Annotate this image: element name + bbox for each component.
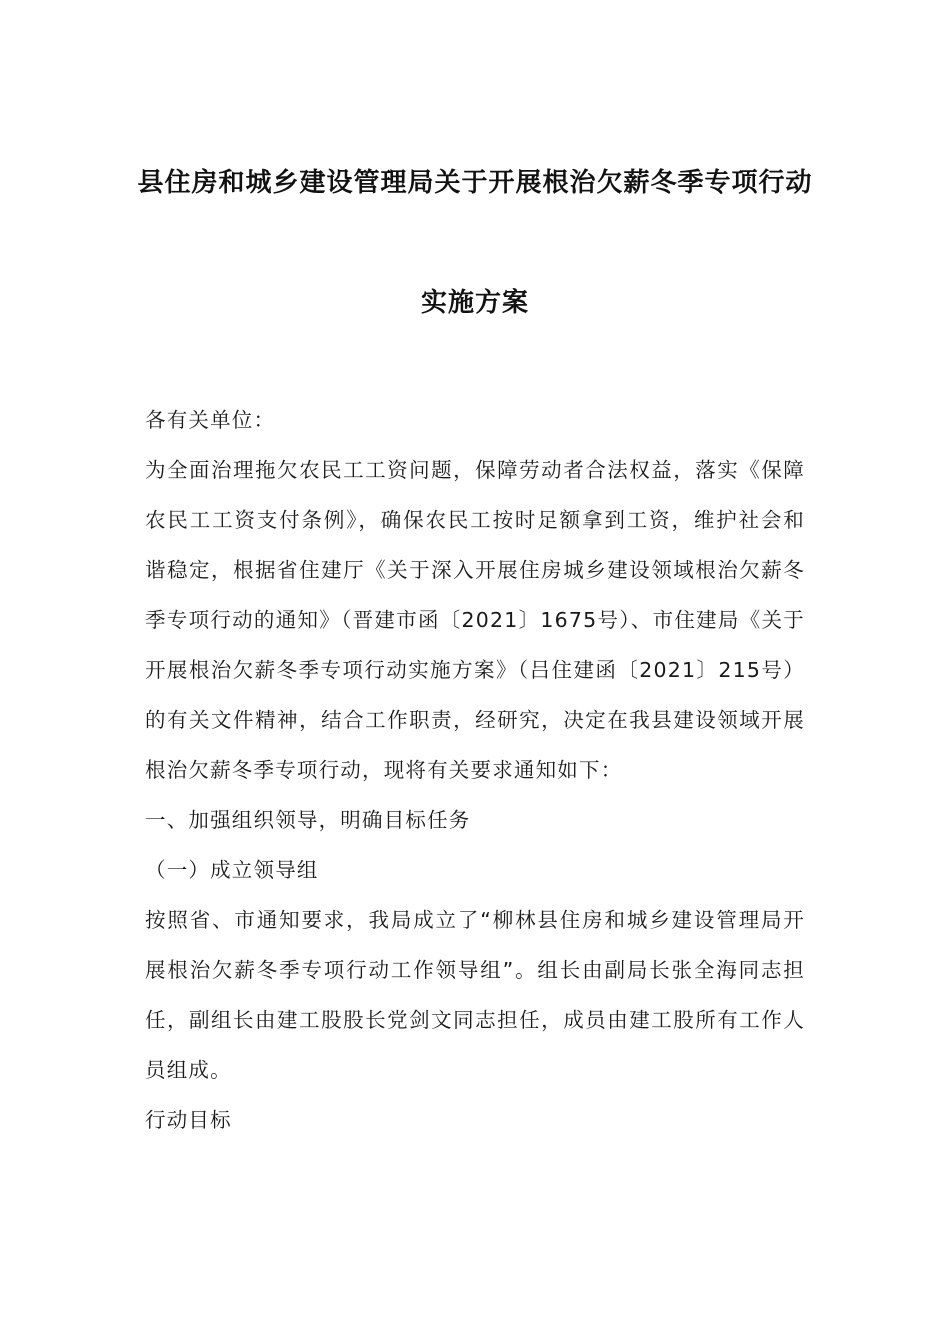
intro-paragraph: 为全面治理拖欠农民工工资问题，保障劳动者合法权益，落实《保障农民工工资支付条例》，确保农民工按时足额拿到工资，维护社会和谐稳定，根据省住建厅《关于深入开展住房城乡建设领域根治欠薪冬季专项行动的通知》（晋建市函〔2021〕1675号）、市住建局《关于开展根治欠薪冬季专项行动实施方案》（吕住建函〔2021〕215号）的有关文件精神，结合工作职责，经研究，决定在我县建设领域开展根治欠薪冬季专项行动，现将有关要求通知如下： bbox=[145, 458, 805, 782]
leadership-group-paragraph: 按照省、市通知要求，我局成立了“柳林县住房和城乡建设管理局开展根治欠薪冬季专项行动工作领导组”。组长由副局长张全海同志担任，副组长由建工股股长党剑文同志担任，成员由建工股所有工作人员组成。 bbox=[145, 908, 805, 1082]
action-goal-heading: 行动目标 bbox=[145, 1108, 232, 1132]
document-body bbox=[145, 395, 805, 1145]
salutation: 各有关单位： bbox=[145, 408, 276, 432]
section-heading-1: 一、加强组织领导，明确目标任务 bbox=[145, 808, 471, 832]
document-title-line-1: 县住房和城乡建设管理局关于开展根治欠薪冬季专项行动 bbox=[137, 168, 813, 198]
subsection-heading-1: （一）成立领导组 bbox=[145, 858, 319, 882]
document-title-line-2: 实施方案 bbox=[420, 288, 529, 318]
